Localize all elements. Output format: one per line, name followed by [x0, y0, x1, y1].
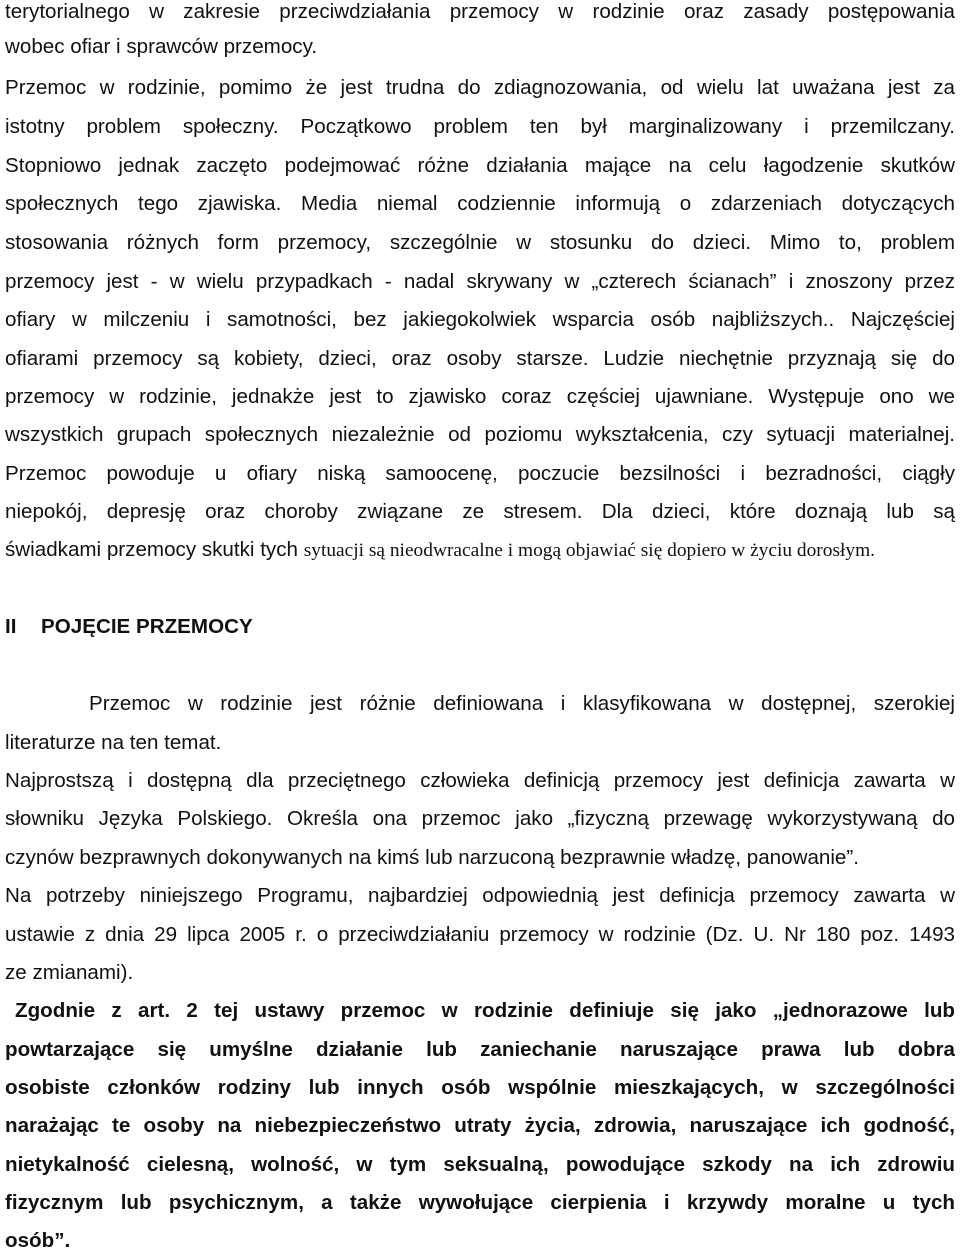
paragraph-line: wobec ofiar i sprawców przemocy.	[5, 35, 318, 58]
section-heading	[5, 612, 955, 642]
paragraph-last-line	[5, 535, 955, 565]
paragraph-line: czynów bezprawnych dokonywanych na kimś lub narzuconą bezprawnie władzę, panowanie”.	[5, 846, 859, 869]
paragraph-line: Stopniowo jednak zaczęto podejmować różne działania mające na celu łagodzenie skutków	[5, 154, 955, 177]
paragraph-line: niepokój, depresję oraz choroby związane ze stresem. Dla dzieci, które doznają lub są	[5, 500, 955, 523]
paragraph-line: wszystkich grupach społecznych niezależnie od poziomu wykształcenia, czy sytuacji materialnej.	[5, 423, 955, 446]
paragraph-line: osób”.	[5, 1229, 71, 1252]
paragraph-line: Na potrzeby niniejszego Programu, najbardziej odpowiednią jest definicja przemocy zawarta w	[5, 884, 955, 907]
paragraph-line: powtarzające się umyślne działanie lub zaniechanie naruszające prawa lub dobra	[5, 1038, 955, 1061]
section-title: POJĘCIE PRZEMOCY	[41, 615, 253, 638]
paragraph-line: nietykalność cielesną, wolność, w tym seksualną, powodujące szkody na ich zdrowiu	[5, 1153, 955, 1176]
paragraph-line: ze zmianami).	[5, 961, 134, 984]
paragraph-line: Najprostszą i dostępną dla przeciętnego człowieka definicją przemocy jest definicja zawarta w	[5, 769, 955, 792]
paragraph-line: Zgodnie z art. 2 tej ustawy przemoc w rodzinie definiuje się jako „jednorazowe lub	[15, 999, 955, 1022]
paragraph-line: Przemoc powoduje u ofiary niską samoocenę, poczucie bezsilności i bezradności, ciągły	[5, 462, 955, 485]
paragraph-line: ofiarami przemocy są kobiety, dzieci, oraz osoby starsze. Ludzie niechętnie przyznają się do	[5, 347, 955, 370]
paragraph-line: ustawie z dnia 29 lipca 2005 r. o przeciwdziałaniu przemocy w rodzinie (Dz. U. Nr 180 poz. 1493	[5, 923, 955, 946]
paragraph-line: słowniku Języka Polskiego. Określa ona przemoc jako „fizyczną przewagę wykorzystywaną do	[5, 807, 955, 830]
paragraph-line: ofiary w milczeniu i samotności, bez jakiegokolwiek wsparcia osób najbliższych.. Najczęściej	[5, 308, 955, 331]
paragraph-line: przemocy jest - w wielu przypadkach - nadal skrywany w „czterech ścianach” i znoszony przez	[5, 270, 955, 293]
paragraph-line: stosowania różnych form przemocy, szczególnie w stosunku do dzieci. Mimo to, problem	[5, 231, 955, 254]
paragraph-line: społecznych tego zjawiska. Media niemal codziennie informują o zdarzeniach dotyczących	[5, 192, 955, 215]
paragraph-line: Przemoc w rodzinie, pomimo że jest trudna do zdiagnozowania, od wielu lat uważana jest za	[5, 76, 955, 99]
paragraph-line: fizycznym lub psychicznym, a także wywołujące cierpienia i krzywdy moralne u tych	[5, 1191, 955, 1214]
paragraph-line: terytorialnego w zakresie przeciwdziałania przemocy w rodzinie oraz zasady postępowania	[5, 0, 955, 23]
paragraph-line: przemocy w rodzinie, jednakże jest to zjawisko coraz częściej ujawniane. Występuje ono we	[5, 385, 955, 408]
paragraph-line-serif: sytuacji są nieodwracalne i mogą objawiać się dopiero w życiu dorosłym.	[303, 540, 876, 561]
paragraph-line: narażając te osoby na niebezpieczeństwo utraty życia, zdrowia, naruszające ich godność,	[5, 1114, 955, 1137]
section-number: II	[5, 615, 17, 638]
paragraph-line-start: świadkami przemocy skutki tych	[5, 538, 304, 561]
paragraph-line: Przemoc w rodzinie jest różnie definiowana i klasyfikowana w dostępnej, szerokiej	[89, 692, 955, 715]
paragraph-line: osobiste członków rodziny lub innych osób wspólnie mieszkających, w szczególności	[5, 1076, 955, 1099]
paragraph-line: istotny problem społeczny. Początkowo problem ten był marginalizowany i przemilczany.	[5, 115, 955, 138]
paragraph-line: literaturze na ten temat.	[5, 731, 222, 754]
